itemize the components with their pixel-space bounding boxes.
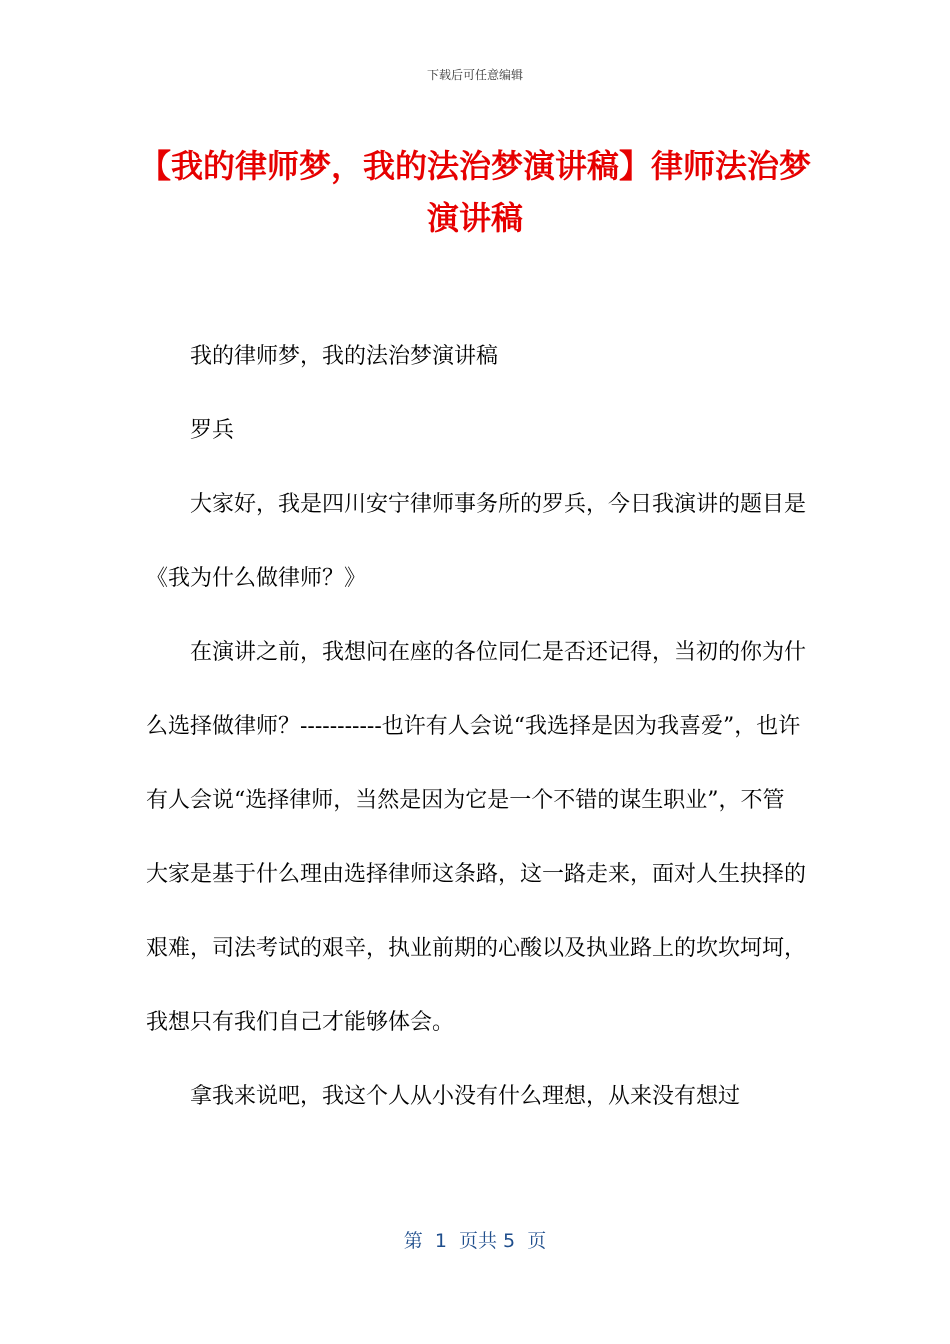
- document-body: [146, 320, 806, 1134]
- document-title: 【我的律师梦，我的法治梦演讲稿】律师法治梦演讲稿: [138, 147, 811, 237]
- paragraph: 拿我来说吧，我这个人从小没有什么理想，从来没有想过: [190, 1084, 741, 1109]
- paragraph: 罗兵: [190, 418, 235, 443]
- paragraph: 大家好，我是四川安宁律师事务所的罗兵，今日我演讲的题目是《我为什么做律师？》: [146, 492, 807, 591]
- header-note: 下载后可任意编辑: [426, 68, 523, 82]
- paragraph: 我的律师梦，我的法治梦演讲稿: [190, 344, 499, 369]
- paragraph: 在演讲之前，我想问在座的各位同仁是否还记得，当初的你为什么选择做律师？-----------也许有人会说“我选择是因为我喜爱”，也许有人会说“选择律师，当然是因为它是一个不错的谋生职业”，不管大家是基于什么理由选择律师这条路，这一路走来，面对人生抉择的艰难，司法考试的艰辛，执业前期的心酸以及执业路上的坎坎坷坷，我想只有我们自己才能够体会。: [146, 640, 807, 1035]
- page-footer: 第 1 页共 5 页: [403, 1230, 547, 1252]
